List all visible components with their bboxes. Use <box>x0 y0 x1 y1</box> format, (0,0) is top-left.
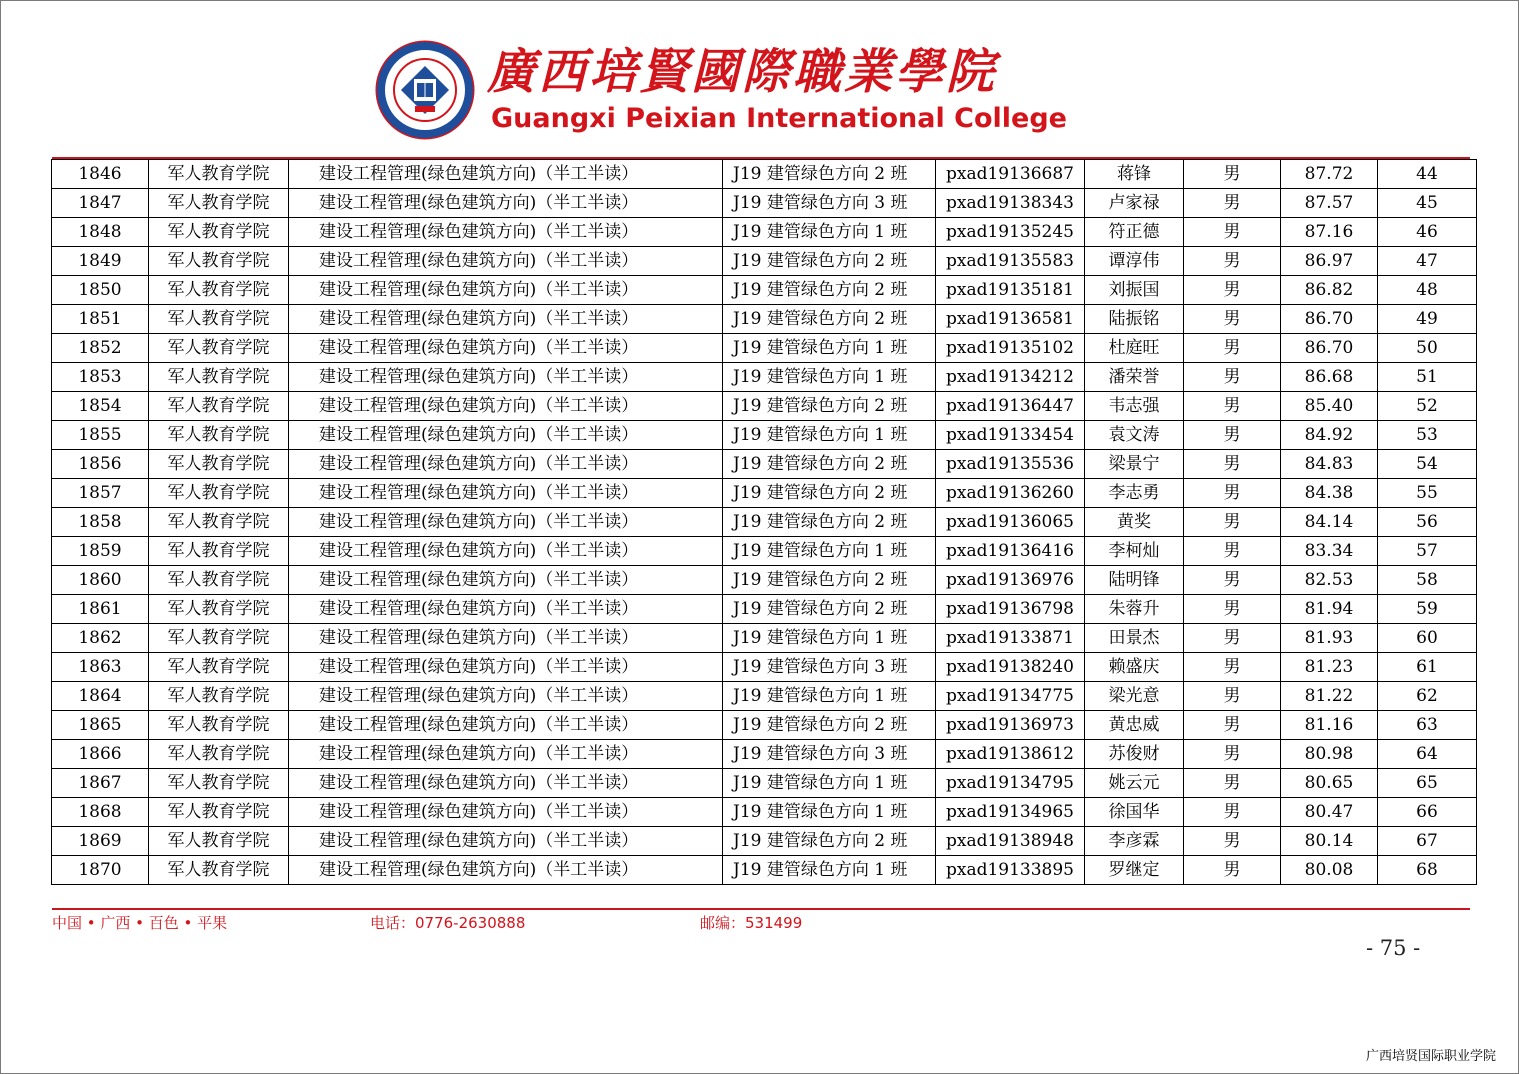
table-row <box>52 334 1477 363</box>
cell-college: 军人教育学院 <box>149 334 289 363</box>
cell-class: J19 建管绿色方向 1 班 <box>723 218 936 247</box>
cell-college: 军人教育学院 <box>149 479 289 508</box>
cell-class: J19 建管绿色方向 2 班 <box>723 305 936 334</box>
cell-score: 85.40 <box>1281 392 1378 421</box>
cell-class: J19 建管绿色方向 2 班 <box>723 247 936 276</box>
table-row <box>52 827 1477 856</box>
cell-college: 军人教育学院 <box>149 798 289 827</box>
cell-rank: 52 <box>1378 392 1477 421</box>
cell-serial: 1856 <box>52 450 149 479</box>
cell-college: 军人教育学院 <box>149 392 289 421</box>
cell-rank: 50 <box>1378 334 1477 363</box>
cell-gender: 男 <box>1184 595 1281 624</box>
cell-student-id: pxad19136260 <box>936 479 1085 508</box>
cell-score: 81.94 <box>1281 595 1378 624</box>
cell-college: 军人教育学院 <box>149 276 289 305</box>
cell-college: 军人教育学院 <box>149 508 289 537</box>
cell-class: J19 建管绿色方向 1 班 <box>723 421 936 450</box>
cell-score: 84.14 <box>1281 508 1378 537</box>
cell-gender: 男 <box>1184 682 1281 711</box>
cell-student-id: pxad19136447 <box>936 392 1085 421</box>
table-row <box>52 682 1477 711</box>
cell-serial: 1849 <box>52 247 149 276</box>
cell-score: 84.92 <box>1281 421 1378 450</box>
cell-serial: 1862 <box>52 624 149 653</box>
cell-name: 赖盛庆 <box>1085 653 1184 682</box>
table-row <box>52 624 1477 653</box>
cell-name: 梁光意 <box>1085 682 1184 711</box>
cell-rank: 45 <box>1378 189 1477 218</box>
cell-score: 81.23 <box>1281 653 1378 682</box>
cell-student-id: pxad19135181 <box>936 276 1085 305</box>
cell-gender: 男 <box>1184 305 1281 334</box>
cell-serial: 1858 <box>52 508 149 537</box>
cell-score: 86.70 <box>1281 334 1378 363</box>
cell-serial: 1851 <box>52 305 149 334</box>
cell-name: 蒋锋 <box>1085 160 1184 189</box>
cell-student-id: pxad19133454 <box>936 421 1085 450</box>
cell-class: J19 建管绿色方向 2 班 <box>723 392 936 421</box>
cell-rank: 65 <box>1378 769 1477 798</box>
cell-serial: 1857 <box>52 479 149 508</box>
table-row <box>52 363 1477 392</box>
cell-class: J19 建管绿色方向 1 班 <box>723 769 936 798</box>
cell-score: 87.57 <box>1281 189 1378 218</box>
cell-major: 建设工程管理(绿色建筑方向)（半工半读） <box>289 595 723 624</box>
cell-rank: 66 <box>1378 798 1477 827</box>
cell-name: 韦志强 <box>1085 392 1184 421</box>
cell-name: 黄奖 <box>1085 508 1184 537</box>
cell-student-id: pxad19136973 <box>936 711 1085 740</box>
cell-score: 87.72 <box>1281 160 1378 189</box>
cell-rank: 63 <box>1378 711 1477 740</box>
cell-gender: 男 <box>1184 421 1281 450</box>
cell-score: 86.70 <box>1281 305 1378 334</box>
cell-student-id: pxad19135102 <box>936 334 1085 363</box>
cell-college: 军人教育学院 <box>149 624 289 653</box>
cell-name: 杜庭旺 <box>1085 334 1184 363</box>
cell-student-id: pxad19136976 <box>936 566 1085 595</box>
table-row <box>52 450 1477 479</box>
table-row <box>52 189 1477 218</box>
cell-serial: 1855 <box>52 421 149 450</box>
cell-student-id: pxad19136581 <box>936 305 1085 334</box>
cell-college: 军人教育学院 <box>149 682 289 711</box>
cell-class: J19 建管绿色方向 2 班 <box>723 479 936 508</box>
cell-score: 81.16 <box>1281 711 1378 740</box>
cell-name: 徐国华 <box>1085 798 1184 827</box>
cell-major: 建设工程管理(绿色建筑方向)（半工半读） <box>289 305 723 334</box>
cell-gender: 男 <box>1184 653 1281 682</box>
cell-class: J19 建管绿色方向 1 班 <box>723 363 936 392</box>
cell-serial: 1848 <box>52 218 149 247</box>
cell-gender: 男 <box>1184 711 1281 740</box>
cell-score: 80.98 <box>1281 740 1378 769</box>
table-row <box>52 595 1477 624</box>
cell-major: 建设工程管理(绿色建筑方向)（半工半读） <box>289 711 723 740</box>
footer-location: 中国 • 广西 • 百色 • 平果 <box>52 914 228 932</box>
table-row <box>52 537 1477 566</box>
cell-rank: 47 <box>1378 247 1477 276</box>
cell-college: 军人教育学院 <box>149 566 289 595</box>
cell-score: 87.16 <box>1281 218 1378 247</box>
cell-rank: 49 <box>1378 305 1477 334</box>
cell-rank: 56 <box>1378 508 1477 537</box>
cell-gender: 男 <box>1184 827 1281 856</box>
cell-gender: 男 <box>1184 508 1281 537</box>
table-row <box>52 856 1477 885</box>
cell-rank: 61 <box>1378 653 1477 682</box>
cell-name: 卢家禄 <box>1085 189 1184 218</box>
cell-serial: 1859 <box>52 537 149 566</box>
table-row <box>52 798 1477 827</box>
cell-gender: 男 <box>1184 276 1281 305</box>
cell-rank: 59 <box>1378 595 1477 624</box>
table-row <box>52 276 1477 305</box>
cell-student-id: pxad19136798 <box>936 595 1085 624</box>
cell-serial: 1864 <box>52 682 149 711</box>
cell-college: 军人教育学院 <box>149 218 289 247</box>
cell-major: 建设工程管理(绿色建筑方向)（半工半读） <box>289 276 723 305</box>
cell-name: 刘振国 <box>1085 276 1184 305</box>
cell-class: J19 建管绿色方向 2 班 <box>723 827 936 856</box>
cell-serial: 1847 <box>52 189 149 218</box>
cell-major: 建设工程管理(绿色建筑方向)（半工半读） <box>289 566 723 595</box>
cell-major: 建设工程管理(绿色建筑方向)（半工半读） <box>289 392 723 421</box>
cell-student-id: pxad19133895 <box>936 856 1085 885</box>
cell-serial: 1854 <box>52 392 149 421</box>
cell-college: 军人教育学院 <box>149 827 289 856</box>
cell-college: 军人教育学院 <box>149 160 289 189</box>
cell-class: J19 建管绿色方向 3 班 <box>723 740 936 769</box>
cell-class: J19 建管绿色方向 2 班 <box>723 450 936 479</box>
cell-major: 建设工程管理(绿色建筑方向)（半工半读） <box>289 827 723 856</box>
cell-name: 谭淳伟 <box>1085 247 1184 276</box>
table-row <box>52 479 1477 508</box>
cell-rank: 60 <box>1378 624 1477 653</box>
cell-college: 军人教育学院 <box>149 769 289 798</box>
cell-name: 袁文涛 <box>1085 421 1184 450</box>
table-row <box>52 247 1477 276</box>
cell-major: 建设工程管理(绿色建筑方向)（半工半读） <box>289 856 723 885</box>
page-number: - 75 - <box>1366 936 1421 960</box>
cell-name: 黄忠威 <box>1085 711 1184 740</box>
cell-rank: 51 <box>1378 363 1477 392</box>
cell-gender: 男 <box>1184 450 1281 479</box>
cell-major: 建设工程管理(绿色建筑方向)（半工半读） <box>289 508 723 537</box>
cell-name: 田景杰 <box>1085 624 1184 653</box>
cell-student-id: pxad19135536 <box>936 450 1085 479</box>
cell-major: 建设工程管理(绿色建筑方向)（半工半读） <box>289 682 723 711</box>
cell-score: 80.14 <box>1281 827 1378 856</box>
cell-gender: 男 <box>1184 160 1281 189</box>
cell-student-id: pxad19134795 <box>936 769 1085 798</box>
cell-class: J19 建管绿色方向 2 班 <box>723 508 936 537</box>
cell-gender: 男 <box>1184 392 1281 421</box>
footer-postcode: 邮编：531499 <box>700 914 803 932</box>
cell-score: 84.38 <box>1281 479 1378 508</box>
cell-rank: 57 <box>1378 537 1477 566</box>
college-name-chinese: 廣西培賢國際職業學院 <box>487 44 998 100</box>
table-row <box>52 421 1477 450</box>
cell-score: 80.08 <box>1281 856 1378 885</box>
cell-college: 军人教育学院 <box>149 740 289 769</box>
table-row <box>52 305 1477 334</box>
cell-gender: 男 <box>1184 363 1281 392</box>
cell-class: J19 建管绿色方向 2 班 <box>723 711 936 740</box>
cell-rank: 48 <box>1378 276 1477 305</box>
cell-serial: 1866 <box>52 740 149 769</box>
cell-score: 86.68 <box>1281 363 1378 392</box>
table-row <box>52 508 1477 537</box>
cell-gender: 男 <box>1184 479 1281 508</box>
cell-serial: 1852 <box>52 334 149 363</box>
cell-gender: 男 <box>1184 537 1281 566</box>
cell-name: 苏俊财 <box>1085 740 1184 769</box>
cell-serial: 1846 <box>52 160 149 189</box>
cell-class: J19 建管绿色方向 3 班 <box>723 653 936 682</box>
cell-gender: 男 <box>1184 624 1281 653</box>
cell-student-id: pxad19134775 <box>936 682 1085 711</box>
cell-score: 81.22 <box>1281 682 1378 711</box>
cell-student-id: pxad19136065 <box>936 508 1085 537</box>
cell-rank: 44 <box>1378 160 1477 189</box>
cell-gender: 男 <box>1184 247 1281 276</box>
cell-college: 军人教育学院 <box>149 421 289 450</box>
cell-gender: 男 <box>1184 218 1281 247</box>
cell-student-id: pxad19138343 <box>936 189 1085 218</box>
cell-class: J19 建管绿色方向 2 班 <box>723 276 936 305</box>
cell-college: 军人教育学院 <box>149 305 289 334</box>
cell-gender: 男 <box>1184 189 1281 218</box>
cell-major: 建设工程管理(绿色建筑方向)（半工半读） <box>289 247 723 276</box>
cell-score: 82.53 <box>1281 566 1378 595</box>
cell-student-id: pxad19133871 <box>936 624 1085 653</box>
cell-name: 陆振铭 <box>1085 305 1184 334</box>
cell-major: 建设工程管理(绿色建筑方向)（半工半读） <box>289 363 723 392</box>
cell-major: 建设工程管理(绿色建筑方向)（半工半读） <box>289 740 723 769</box>
watermark-text: 广西培贤国际职业学院 <box>1366 1049 1497 1064</box>
cell-college: 军人教育学院 <box>149 653 289 682</box>
cell-name: 李志勇 <box>1085 479 1184 508</box>
college-seal-logo <box>375 40 475 140</box>
table-row <box>52 218 1477 247</box>
cell-class: J19 建管绿色方向 1 班 <box>723 682 936 711</box>
cell-college: 军人教育学院 <box>149 537 289 566</box>
college-name-english: Guangxi Peixian International College <box>491 103 1067 134</box>
cell-student-id: pxad19135245 <box>936 218 1085 247</box>
cell-major: 建设工程管理(绿色建筑方向)（半工半读） <box>289 334 723 363</box>
cell-class: J19 建管绿色方向 2 班 <box>723 595 936 624</box>
cell-name: 潘荣誉 <box>1085 363 1184 392</box>
table-row <box>52 392 1477 421</box>
cell-student-id: pxad19138612 <box>936 740 1085 769</box>
table-body <box>52 160 1477 885</box>
cell-name: 梁景宁 <box>1085 450 1184 479</box>
cell-rank: 62 <box>1378 682 1477 711</box>
table-row <box>52 566 1477 595</box>
cell-major: 建设工程管理(绿色建筑方向)（半工半读） <box>289 537 723 566</box>
cell-major: 建设工程管理(绿色建筑方向)（半工半读） <box>289 479 723 508</box>
cell-gender: 男 <box>1184 769 1281 798</box>
cell-serial: 1870 <box>52 856 149 885</box>
cell-score: 83.34 <box>1281 537 1378 566</box>
cell-college: 军人教育学院 <box>149 363 289 392</box>
cell-score: 80.65 <box>1281 769 1378 798</box>
cell-serial: 1869 <box>52 827 149 856</box>
cell-serial: 1853 <box>52 363 149 392</box>
cell-score: 81.93 <box>1281 624 1378 653</box>
footer-phone: 电话：0776-2630888 <box>370 914 526 932</box>
cell-student-id: pxad19134965 <box>936 798 1085 827</box>
cell-major: 建设工程管理(绿色建筑方向)（半工半读） <box>289 421 723 450</box>
cell-rank: 67 <box>1378 827 1477 856</box>
cell-score: 86.97 <box>1281 247 1378 276</box>
cell-name: 符正德 <box>1085 218 1184 247</box>
cell-class: J19 建管绿色方向 2 班 <box>723 160 936 189</box>
table-row <box>52 740 1477 769</box>
cell-serial: 1861 <box>52 595 149 624</box>
cell-student-id: pxad19136416 <box>936 537 1085 566</box>
cell-college: 军人教育学院 <box>149 189 289 218</box>
cell-student-id: pxad19136687 <box>936 160 1085 189</box>
cell-gender: 男 <box>1184 798 1281 827</box>
cell-major: 建设工程管理(绿色建筑方向)（半工半读） <box>289 798 723 827</box>
cell-serial: 1860 <box>52 566 149 595</box>
cell-class: J19 建管绿色方向 1 班 <box>723 537 936 566</box>
student-score-table <box>51 159 1477 885</box>
table-row <box>52 653 1477 682</box>
letterhead <box>375 40 1067 140</box>
cell-college: 军人教育学院 <box>149 595 289 624</box>
cell-student-id: pxad19138948 <box>936 827 1085 856</box>
cell-college: 军人教育学院 <box>149 450 289 479</box>
cell-major: 建设工程管理(绿色建筑方向)（半工半读） <box>289 218 723 247</box>
cell-student-id: pxad19135583 <box>936 247 1085 276</box>
cell-name: 罗继定 <box>1085 856 1184 885</box>
cell-gender: 男 <box>1184 334 1281 363</box>
cell-serial: 1863 <box>52 653 149 682</box>
cell-student-id: pxad19134212 <box>936 363 1085 392</box>
cell-gender: 男 <box>1184 566 1281 595</box>
cell-major: 建设工程管理(绿色建筑方向)（半工半读） <box>289 450 723 479</box>
cell-serial: 1867 <box>52 769 149 798</box>
cell-gender: 男 <box>1184 740 1281 769</box>
cell-score: 80.47 <box>1281 798 1378 827</box>
cell-name: 朱蓉升 <box>1085 595 1184 624</box>
cell-class: J19 建管绿色方向 1 班 <box>723 856 936 885</box>
cell-rank: 46 <box>1378 218 1477 247</box>
cell-gender: 男 <box>1184 856 1281 885</box>
cell-college: 军人教育学院 <box>149 247 289 276</box>
cell-score: 86.82 <box>1281 276 1378 305</box>
cell-college: 军人教育学院 <box>149 856 289 885</box>
cell-serial: 1850 <box>52 276 149 305</box>
cell-name: 李彦霖 <box>1085 827 1184 856</box>
cell-major: 建设工程管理(绿色建筑方向)（半工半读） <box>289 769 723 798</box>
cell-class: J19 建管绿色方向 2 班 <box>723 566 936 595</box>
cell-rank: 68 <box>1378 856 1477 885</box>
cell-class: J19 建管绿色方向 1 班 <box>723 624 936 653</box>
cell-rank: 53 <box>1378 421 1477 450</box>
cell-major: 建设工程管理(绿色建筑方向)（半工半读） <box>289 624 723 653</box>
table-row <box>52 711 1477 740</box>
cell-name: 李柯灿 <box>1085 537 1184 566</box>
cell-name: 陆明锋 <box>1085 566 1184 595</box>
cell-major: 建设工程管理(绿色建筑方向)（半工半读） <box>289 160 723 189</box>
cell-rank: 54 <box>1378 450 1477 479</box>
cell-class: J19 建管绿色方向 1 班 <box>723 798 936 827</box>
cell-rank: 64 <box>1378 740 1477 769</box>
footer-divider <box>52 908 1470 910</box>
cell-major: 建设工程管理(绿色建筑方向)（半工半读） <box>289 653 723 682</box>
cell-class: J19 建管绿色方向 3 班 <box>723 189 936 218</box>
cell-class: J19 建管绿色方向 1 班 <box>723 334 936 363</box>
cell-rank: 58 <box>1378 566 1477 595</box>
cell-college: 军人教育学院 <box>149 711 289 740</box>
table-row <box>52 769 1477 798</box>
cell-rank: 55 <box>1378 479 1477 508</box>
table-row <box>52 160 1477 189</box>
cell-major: 建设工程管理(绿色建筑方向)（半工半读） <box>289 189 723 218</box>
cell-score: 84.83 <box>1281 450 1378 479</box>
cell-serial: 1868 <box>52 798 149 827</box>
cell-serial: 1865 <box>52 711 149 740</box>
cell-name: 姚云元 <box>1085 769 1184 798</box>
cell-student-id: pxad19138240 <box>936 653 1085 682</box>
